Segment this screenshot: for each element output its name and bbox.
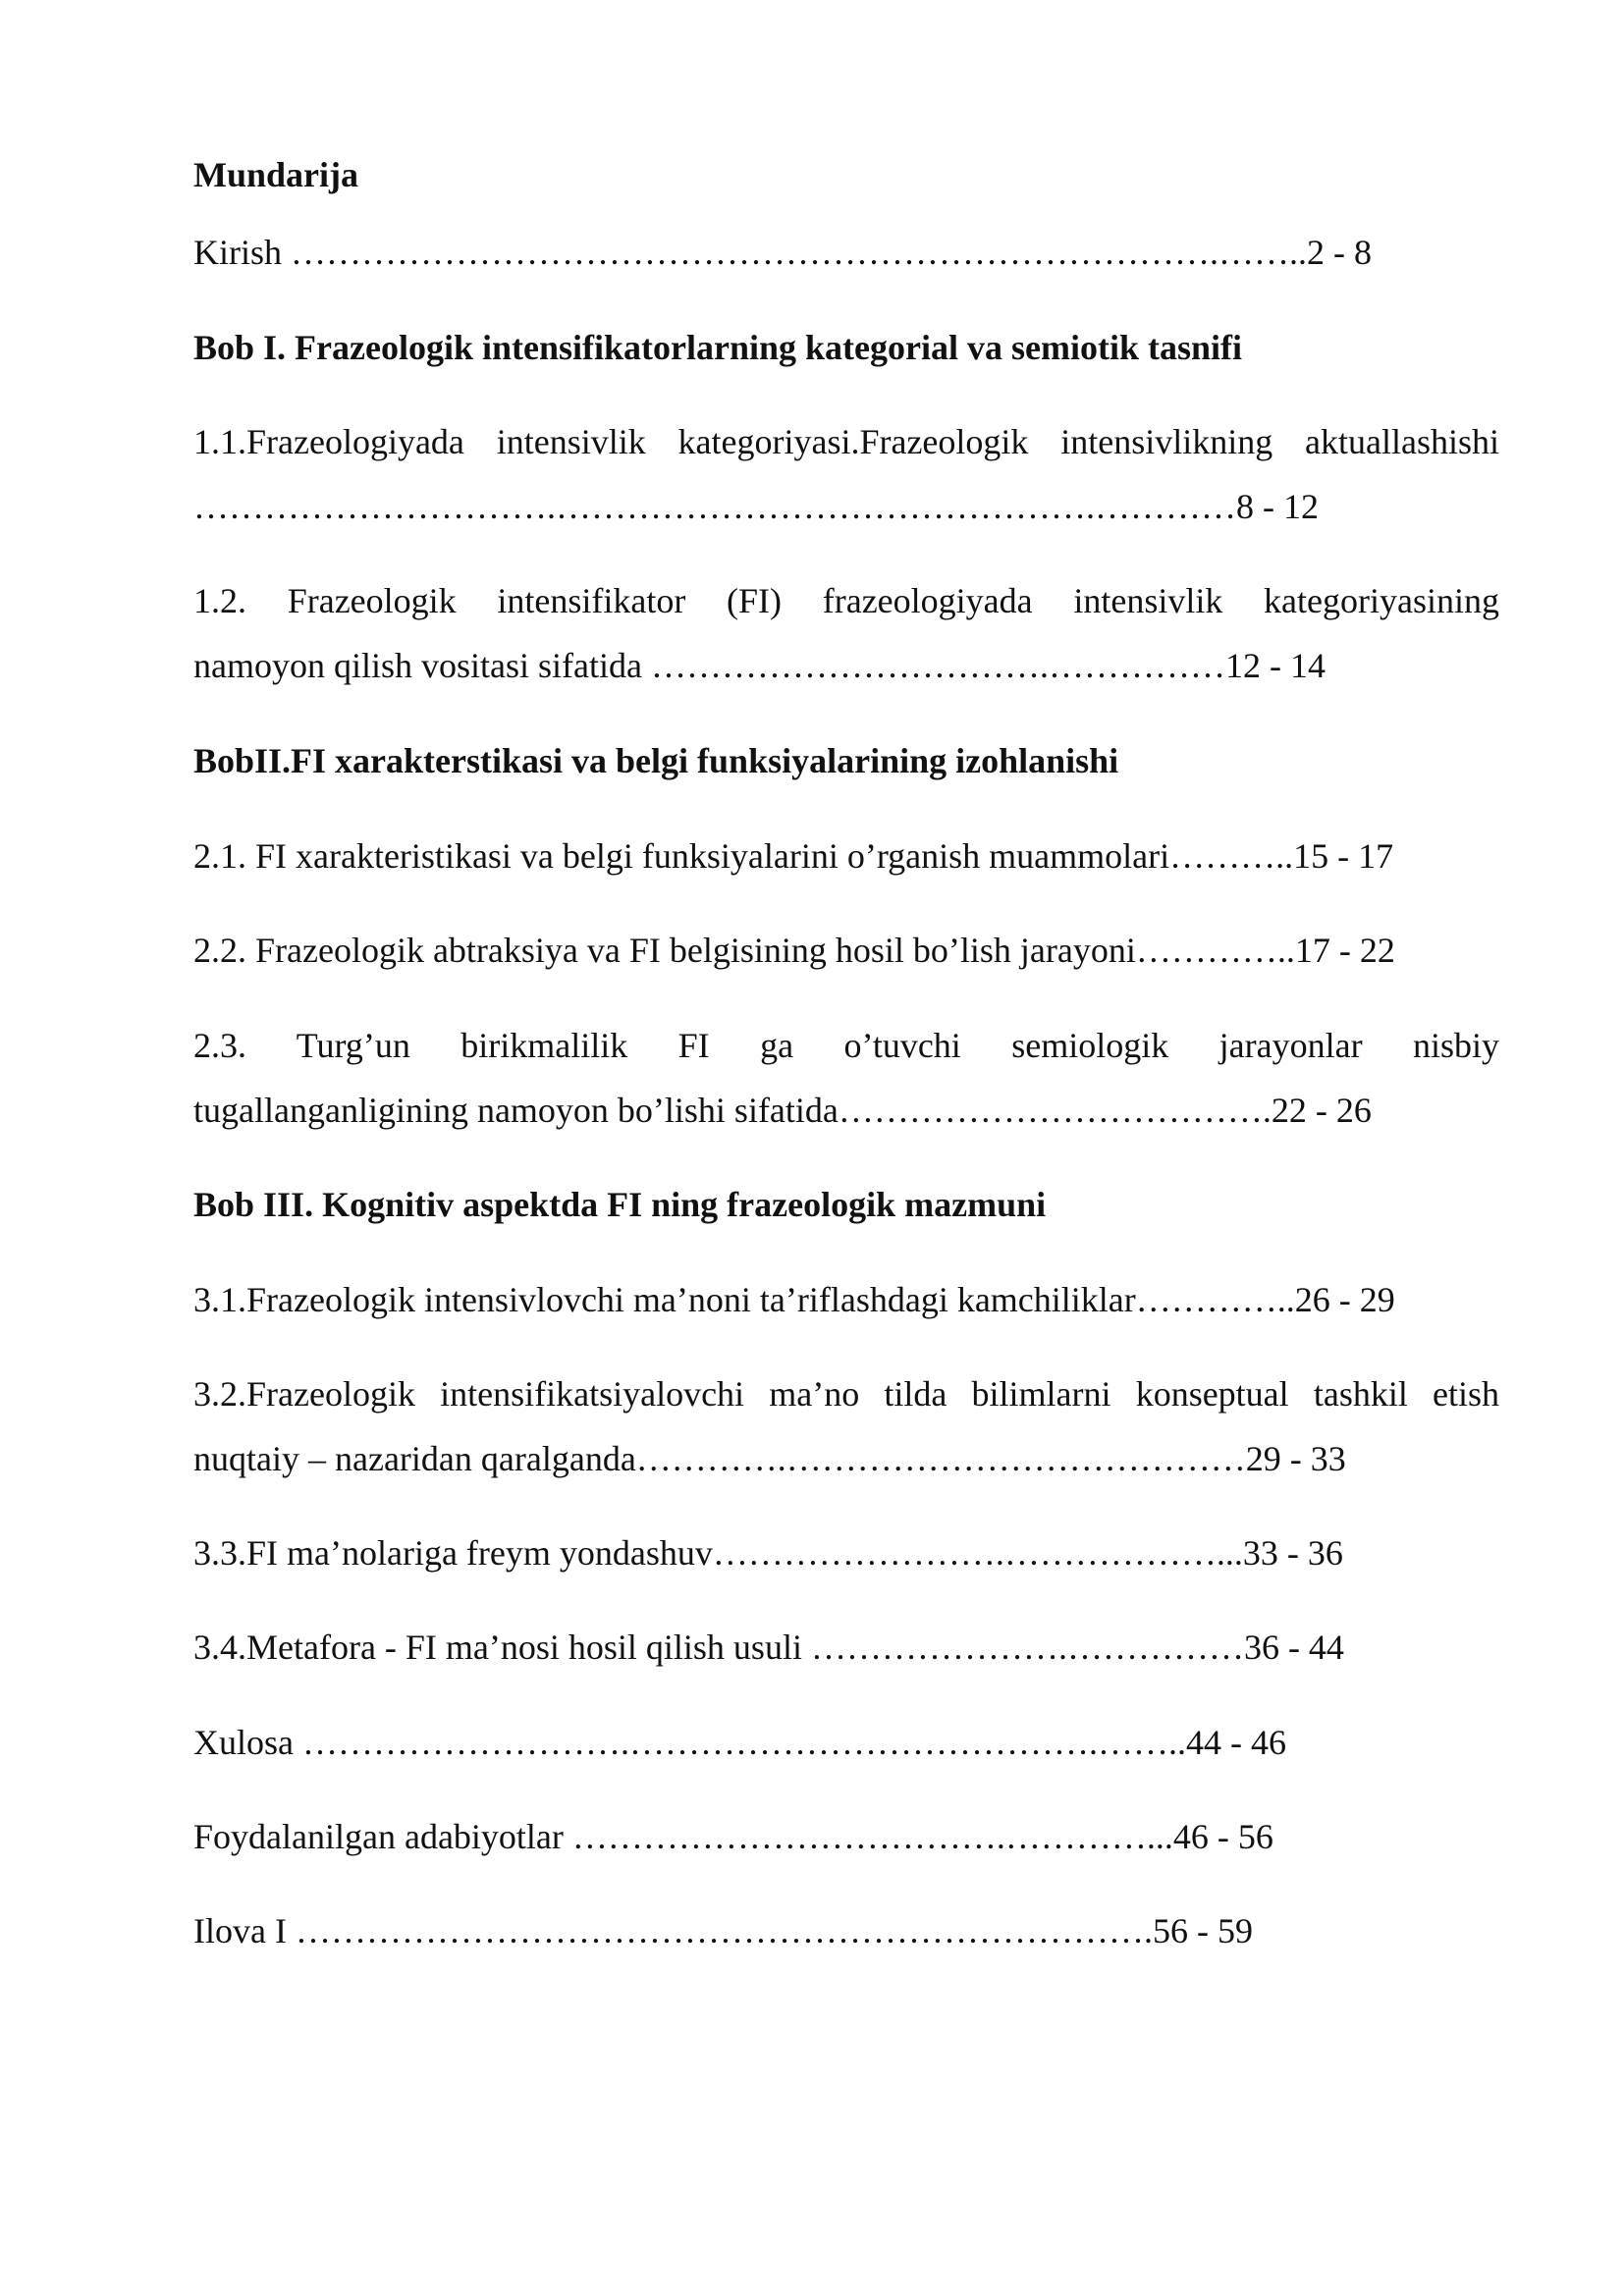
toc-entry-3-1: 3.1.Frazeologik intensivlovchi ma’noni ta’riflashdagi kamchiliklar…………..26 - 29 [193,1280,1395,1319]
toc-entry-1-2-line-2: namoyon qilish vositasi sifatida …………………………….……………12 - 14 [193,646,1326,685]
toc-entry-2-2: 2.2. Frazeologik abtraksiya va FI belgisining hosil bo’lish jarayoni…………..17 - 22 [193,931,1395,970]
toc-entry-1-2-line-1: 1.2. Frazeologik intensifikator (FI) frazeologiyada intensivlik kategoriyasining [193,581,1499,620]
chapter-3-heading: Bob III. Kognitiv aspektda FI ning frazeologik mazmuni [193,1185,1047,1224]
toc-entry-1-1-line-1: 1.1.Frazeologiyada intensivlik kategoriyasi.Frazeologik intensivlikning aktuallashishi [193,422,1499,461]
toc-entry-2-3-line-1: 2.3. Turg’un birikmalilik FI ga o’tuvchi semiologik jarayonlar nisbiy [193,1026,1499,1065]
toc-entry-ilova: Ilova I ……………………………………………………………….56 - 59 [193,1911,1253,1950]
toc-entry-3-3: 3.3.FI ma’nolariga freym yondashuv…………………….………………...33 - 36 [193,1533,1343,1573]
toc-entry-2-3-line-2: tugallanganligining namoyon bo’lishi sifatida……………………………….22 - 26 [193,1091,1372,1130]
page-title: Mundarija [193,155,359,194]
toc-entry-1-1-line-2: ………………………….……………………………………….…………8 - 12 [193,487,1319,526]
toc-entry-adabiyotlar: Foydalanilgan adabiyotlar ……………………………….…………...46 - 56 [193,1817,1273,1856]
toc-entry-xulosa: Xulosa ……………………….………………………………….……..44 - 46 [193,1723,1286,1762]
toc-entry-kirish: Kirish …………………………………………………………………….……..2 - 8 [193,233,1372,272]
chapter-2-heading: BobII.FI xarakterstikasi va belgi funksiyalarining izohlanishi [193,741,1119,780]
toc-entry-3-2-line-1: 3.2.Frazeologik intensifikatsiyalovchi ma’no tilda bilimlarni konseptual tashkil etish [193,1374,1499,1414]
toc-entry-2-1: 2.1. FI xarakteristikasi va belgi funksiyalarini o’rganish muammolari………..15 - 17 [193,836,1394,876]
toc-entry-3-4: 3.4.Metafora - FI ma’nosi hosil qilish usuli ………………….……………36 - 44 [193,1628,1344,1667]
toc-entry-3-2-line-2: nuqtaiy – nazaridan qaralganda………….…………………………………29 - 33 [193,1439,1346,1478]
chapter-1-heading: Bob I. Frazeologik intensifikatorlarning kategorial va semiotik tasnifi [193,328,1242,367]
